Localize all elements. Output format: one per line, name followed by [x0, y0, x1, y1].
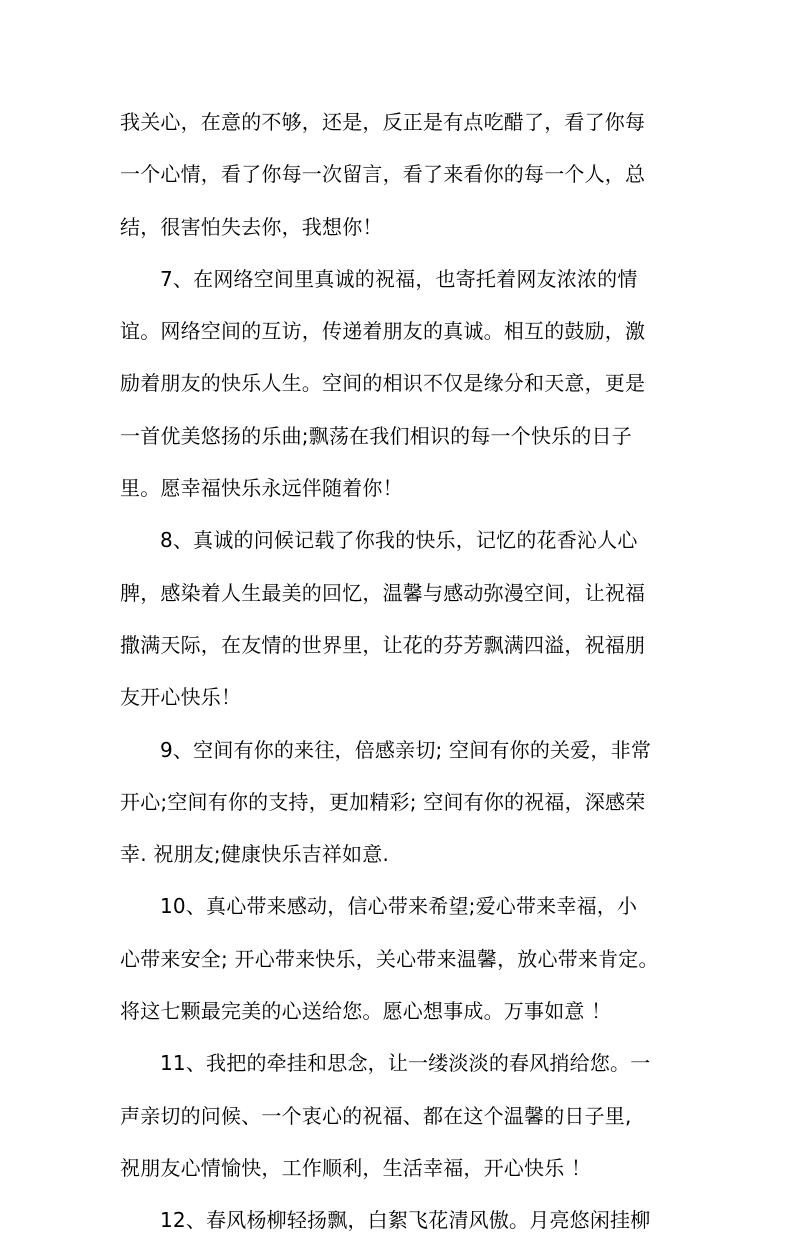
text-line: 谊。网络空间的互访，传递着朋友的真诚。相互的鼓励，激	[120, 319, 646, 344]
text-line: 友开心快乐！	[120, 685, 242, 710]
document-body	[120, 96, 676, 1247]
text-line: 里。愿幸福快乐永远伴随着你！	[120, 476, 403, 501]
text-line: 一首优美悠扬的乐曲;飘荡在我们相识的每一个快乐的日子	[120, 423, 632, 448]
text-line: 声亲切的问候、一个衷心的祝福、都在这个温馨的日子里,	[120, 1103, 632, 1128]
text-line: 开心;空间有你的支持，更加精彩; 空间有你的祝福，深感荣	[120, 789, 646, 814]
text-line: 幸. 祝朋友;健康快乐吉祥如意.	[120, 842, 390, 867]
paragraph-12-start: 12、春风杨柳轻扬飘，白絮飞花清风傲。月亮悠闲挂柳	[160, 1208, 651, 1233]
text-line: 我关心，在意的不够，还是，反正是有点吃醋了，看了你每	[120, 110, 646, 134]
text-line: 祝朋友心情愉快，工作顺利，生活幸福，开心快乐 ！	[120, 1155, 592, 1180]
text-line: 励着朋友的快乐人生。空间的相识不仅是缘分和天意，更是	[120, 371, 646, 396]
text-line: 撒满天际，在友情的世界里，让花的芬芳飘满四溢，祝福朋	[120, 632, 646, 657]
paragraph-11-start: 11、我把的牵挂和思念，让一缕淡淡的春风捎给您。一	[160, 1051, 651, 1076]
text-line: 一个心情，看了你每一次留言，看了来看你的每一个人，总	[120, 162, 646, 187]
paragraph-8-start: 8、真诚的问候记载了你我的快乐，记忆的花香沁人心	[160, 528, 638, 553]
paragraph-10-start: 10、真心带来感动，信心带来希望;爱心带来幸福，小	[160, 894, 638, 919]
paragraph-9-start: 9、空间有你的来往，倍感亲切; 空间有你的关爱，非常	[160, 737, 652, 762]
text-line: 脾，感染着人生最美的回忆，温馨与感动弥漫空间，让祝福	[120, 580, 646, 605]
paragraph-7-start: 7、在网络空间里真诚的祝福，也寄托着网友浓浓的情	[160, 266, 638, 291]
text-line: 心带来安全; 开心带来快乐，关心带来温馨，放心带来肯定。	[120, 946, 659, 971]
text-line: 将这七颗最完美的心送给您。愿心想事成。万事如意 ！	[120, 999, 612, 1024]
text-line: 结，很害怕失去你，我想你！	[120, 214, 383, 239]
